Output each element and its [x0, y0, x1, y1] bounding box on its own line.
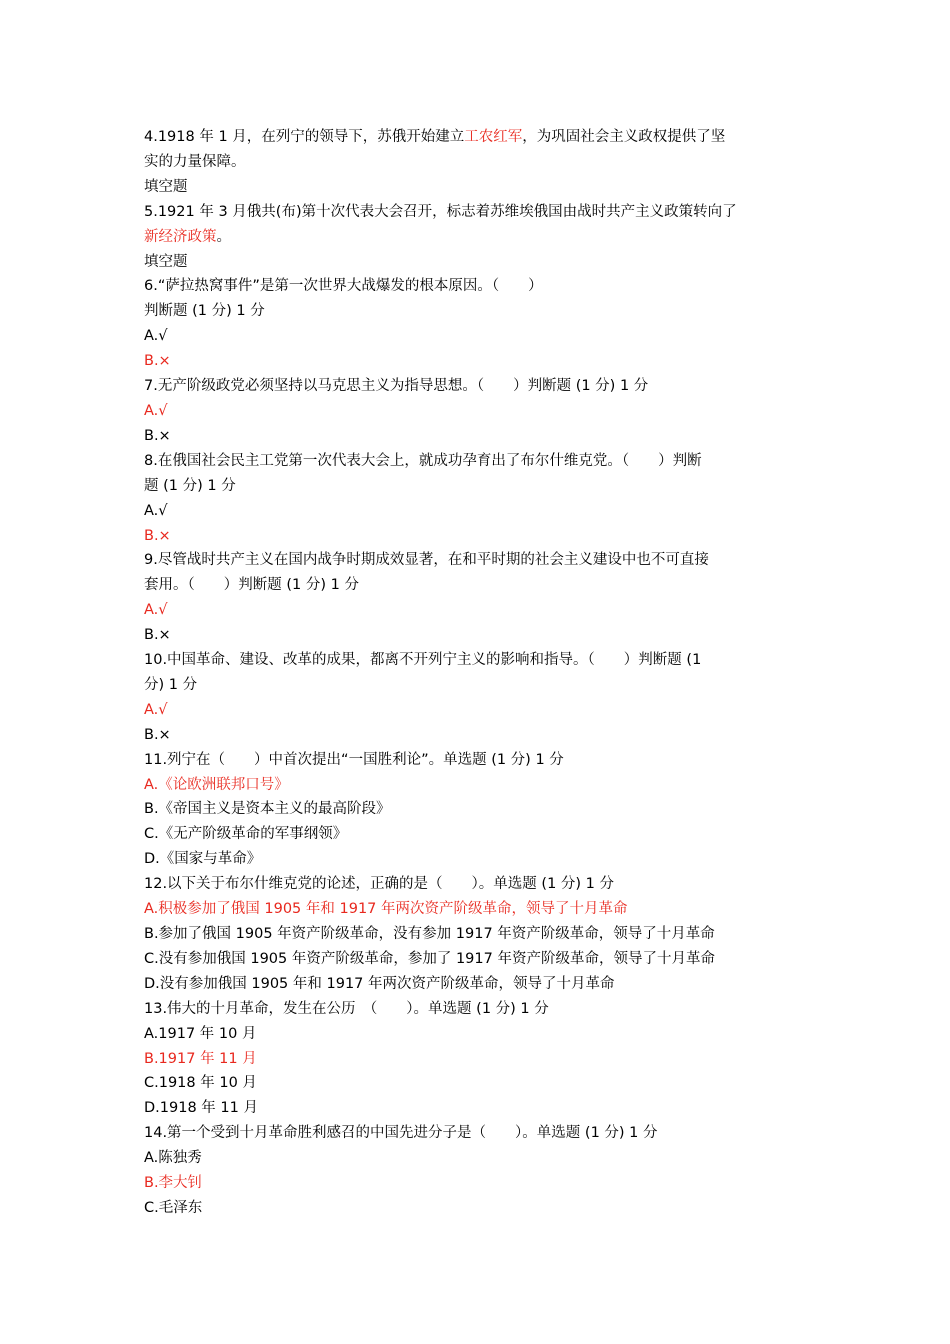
question-11 — [144, 748, 808, 873]
option-b-answer: B.× — [144, 527, 171, 544]
option-b: B.《帝国主义是资本主义的最高阶段》 — [144, 801, 391, 818]
question-5-answer-line: 新经济政策。 — [144, 228, 231, 245]
question-type-label: 判断题 (1 分) 1 分 — [144, 303, 265, 320]
option-a: A.陈独秀 — [144, 1150, 202, 1167]
option-b-answer: B.1917 年 11 月 — [144, 1050, 257, 1067]
question-list — [144, 125, 808, 1221]
question-5-stem: 5.1921 年 3 月俄共(布)第十次代表大会召开，标志着苏维埃俄国由战时共产主义政策转向了 — [144, 203, 737, 220]
question-9-stem: 9.尽管战时共产主义在国内战争时期成效显著，在和平时期的社会主义建设中也不可直接 — [144, 552, 709, 569]
option-c: C.毛泽东 — [144, 1199, 203, 1216]
option-d: D.1918 年 11 月 — [144, 1100, 258, 1117]
option-a: A.1917 年 10 月 — [144, 1025, 257, 1042]
question-10 — [144, 648, 808, 748]
option-c: C.《无产阶级革命的军事纲领》 — [144, 826, 348, 843]
option-a-answer: A.√ — [144, 602, 168, 619]
question-type-label: 填空题 — [144, 253, 188, 270]
option-b-answer: B.李大钊 — [144, 1175, 203, 1192]
option-a: A.√ — [144, 328, 168, 345]
question-6 — [144, 274, 808, 374]
question-type-label: 填空题 — [144, 178, 188, 195]
question-8-stem: 8.在俄国社会民主工党第一次代表大会上，就成功孕育出了布尔什维克党。（ ）判断 — [144, 452, 702, 469]
question-14 — [144, 1121, 808, 1221]
question-13 — [144, 997, 808, 1122]
option-a-answer: A.积极参加了俄国 1905 年和 1917 年两次资产阶级革命，领导了十月革命 — [144, 901, 628, 918]
option-b: B.× — [144, 427, 171, 444]
question-12-stem: 12.以下关于布尔什维克党的论述，正确的是（ ）。单选题 (1 分) 1 分 — [144, 876, 615, 893]
question-14-stem: 14.第一个受到十月革命胜利感召的中国先进分子是（ ）。单选题 (1 分) 1 分 — [144, 1125, 658, 1142]
question-9 — [144, 548, 808, 648]
option-b-answer: B.× — [144, 353, 171, 370]
option-a-answer: A.√ — [144, 402, 168, 419]
option-c: C.1918 年 10 月 — [144, 1075, 257, 1092]
option-a-answer: A.《论欧洲联邦口号》 — [144, 776, 289, 793]
question-12 — [144, 872, 808, 997]
question-8 — [144, 449, 808, 549]
option-d: D.没有参加俄国 1905 年和 1917 年两次资产阶级革命，领导了十月革命 — [144, 975, 615, 992]
option-c: C.没有参加俄国 1905 年资产阶级革命，参加了 1917 年资产阶级革命，领导了十月革命 — [144, 950, 715, 967]
question-9-stem-cont: 套用。（ ）判断题 (1 分) 1 分 — [144, 577, 359, 594]
question-8-stem-cont: 题 (1 分) 1 分 — [144, 477, 236, 494]
question-7 — [144, 374, 808, 449]
question-6-stem: 6.“萨拉热窝事件”是第一次世界大战爆发的根本原因。（ ） — [144, 278, 543, 295]
option-b: B.× — [144, 726, 171, 743]
question-4-answer: 工农红军 — [464, 129, 523, 145]
question-13-stem: 13.伟大的十月革命，发生在公历 （ ）。单选题 (1 分) 1 分 — [144, 1000, 549, 1017]
question-10-stem-cont: 分) 1 分 — [144, 676, 198, 693]
question-4-stem: 4.1918 年 1 月，在列宁的领导下，苏俄开始建立工农红军，为巩固社会主义政权提供了坚 — [144, 129, 726, 145]
question-5-answer: 新经济政策 — [144, 228, 217, 245]
question-4 — [144, 125, 808, 200]
option-d: D.《国家与革命》 — [144, 851, 262, 868]
question-4-stem-cont: 实的力量保障。 — [144, 153, 246, 170]
option-a: A.√ — [144, 502, 168, 519]
option-b: B.× — [144, 627, 171, 644]
question-7-stem: 7.无产阶级政党必须坚持以马克思主义为指导思想。（ ）判断题 (1 分) 1 分 — [144, 378, 649, 395]
option-a-answer: A.√ — [144, 701, 168, 718]
question-5 — [144, 200, 808, 275]
option-b: B.参加了俄国 1905 年资产阶级革命，没有参加 1917 年资产阶级革命，领导了十月革命 — [144, 926, 715, 942]
question-10-stem: 10.中国革命、建设、改革的成果，都离不开列宁主义的影响和指导。（ ）判断题 (1 — [144, 652, 702, 669]
question-11-stem: 11.列宁在（ ）中首次提出“一国胜利论”。单选题 (1 分) 1 分 — [144, 751, 564, 768]
